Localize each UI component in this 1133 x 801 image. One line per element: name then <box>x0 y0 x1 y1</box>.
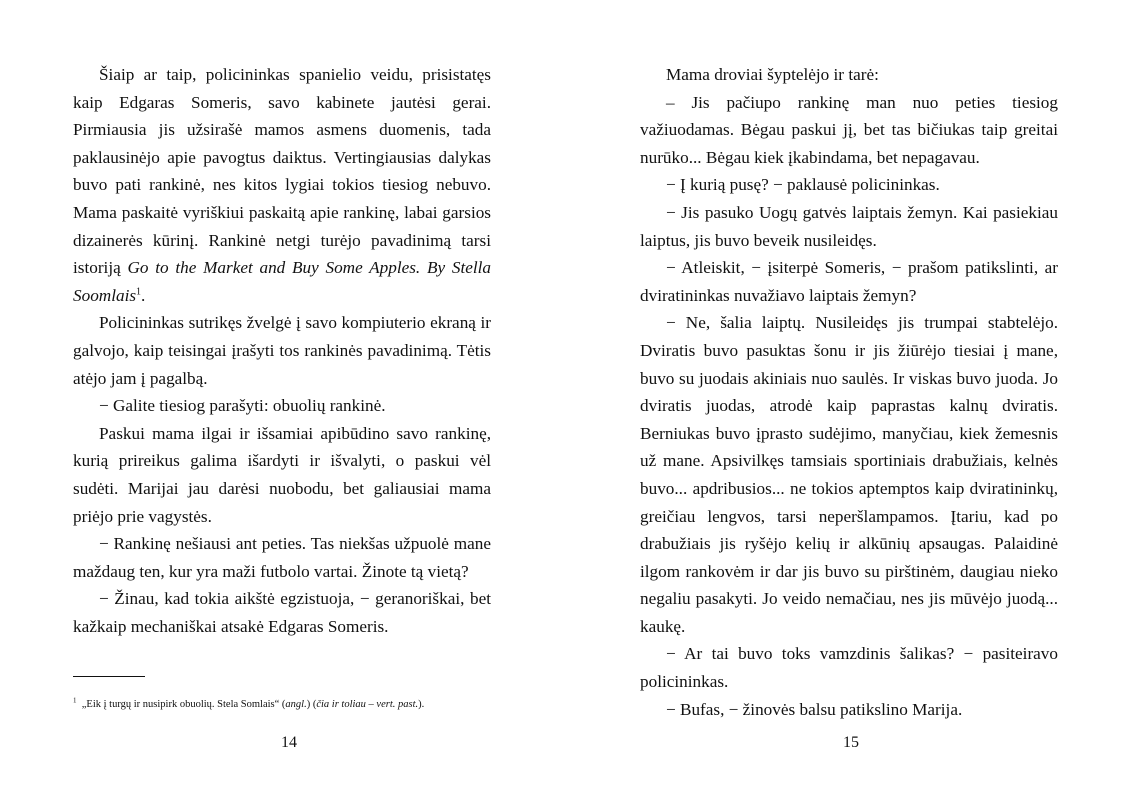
paragraph: − Ar tai buvo toks vamzdinis šalikas? − pasiteiravo policininkas. <box>640 644 1058 692</box>
paragraph: Šiaip ar taip, policininkas spanielio veidu, prisistatęs kaip Edgaras Someris, savo kabinete jautėsi gerai. Pirmiausia jis užsirašė mamos asmens duomenis, tada paklausinėjo apie pavogtus daiktus. Vertingiausias dalykas buvo pati rankinė, nes kitos lygiai tokios tiesiog nebuvo. Mama paskaitė vyriškiui paskaitą apie rankinę, labai garsios dizainerės kūrinį. Rankinė netgi turėjo pavadinimą tarsi istoriją Go to the Market and Buy Some Apples. By Stella Soomlais$^1$. <box>73 65 491 305</box>
paragraph: – Jis pačiupo rankinę man nuo peties tiesiog važiuodamas. Bėgau paskui jį, bet tas bičiukas taip greitai nurūko... Bėgau kiek įkabindama, bet nepagavau. <box>640 92 1058 167</box>
paragraph: − Į kurią pusę? − paklausė policininkas. <box>666 175 940 195</box>
page-number: 14 <box>281 734 297 751</box>
right-page-text <box>640 61 1058 723</box>
paragraph: Policininkas sutrikęs žvelgė į savo kompiuterio ekraną ir galvojo, kaip teisingai įrašyti tos rankinės pavadinimą. Tėtis atėjo jam į pagalbą. <box>73 313 491 388</box>
paragraph: Paskui mama ilgai ir išsamiai apibūdino savo rankinę, kurią prireikus galima išardyti ir išvalyti, o paskui vėl sudėti. Marijai jau darėsi nuobodu, bet galiausiai mama priėjo prie vagystės. <box>73 423 491 526</box>
right-page <box>567 0 1133 801</box>
footnote-reference[interactable]: 1 <box>136 286 142 298</box>
footnote: $^1$ „Eik į turgų ir nusipirk obuolių. Stela Somlais“ (angl.) (čia ir toliau – vert. past.). <box>73 696 425 710</box>
paragraph: Mama droviai šyptelėjo ir tarė: <box>666 65 879 84</box>
left-page-text <box>73 61 491 640</box>
paragraph: − Ne, šalia laiptų. Nusileidęs jis trumpai stabtelėjo. Dviratis buvo pasuktas šonu ir jis žiūrėjo tiesiai į mane, buvo su juodais akiniais nuo saulės. Ir viskas buvo juoda. Jo dviratis juodas, atrodė kaip paprastas kalnų dviratis. Berniukas buvo įprasto sudėjimo, manyčiau, kiek žemesnis už mane. Apsivilkęs tamsiais sportiniais drabužiais, kelnės buvo... apdribusios... ne tokios aptemptos kaip dviratininkų, greičiau lengvos, tarsi neperšlampamos. Įtariu, kad po drabužiais jis ryšėjo kelių ir alkūnių apsaugas. Palaidinė ilgom rankovėm ir dar jis buvo su pirštinėm, daugiau nieko negaliu pasakyti. Jo veido nemačiau, nes jis mūvėjo juodą... kaukę. <box>640 313 1058 636</box>
paragraph: − Žinau, kad tokia aikštė egzistuoja, − geranoriškai, bet kažkaip mechaniškai atsakė Edgaras Someris. <box>73 589 491 636</box>
paragraph: − Jis pasuko Uogų gatvės laiptais žemyn. Kai pasiekiau laiptus, jis buvo beveik nusileidęs. <box>640 202 1058 250</box>
paragraph: − Galite tiesiog parašyti: obuolių rankinė. <box>99 396 386 416</box>
paragraph: − Rankinę nešiausi ant peties. Tas niekšas užpuolė mane maždaug ten, kur yra maži futbolo vartai. Žinote tą vietą? <box>73 534 491 581</box>
page-number: 15 <box>843 734 859 751</box>
bag-title: Go to the Market and Buy Some Apples. By Stella Soomlais <box>73 258 491 305</box>
paragraph: − Atleiskit, − įsiterpė Someris, − prašom patikslinti, ar dviratininkas nuvažiavo laiptais žemyn? <box>640 258 1058 305</box>
footnote-divider <box>73 676 145 677</box>
left-page <box>0 0 566 801</box>
paragraph: − Bufas, − žinovės balsu patikslino Marija. <box>666 699 963 719</box>
